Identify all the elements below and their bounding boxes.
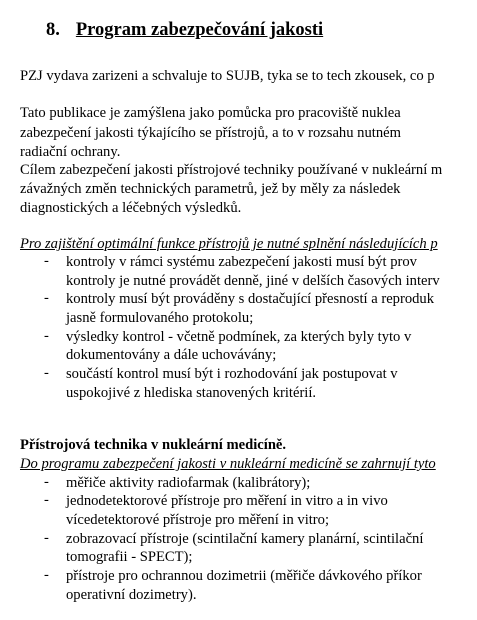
list-item-2-line-1: jednodetektorové přístroje pro měření in vitro a in vivo — [66, 493, 388, 509]
list-item-4-line-1: přístroje pro ochrannou dozimetrii (měřiče dávkového příkor — [66, 568, 422, 584]
paragraph-3-line-2: závažných změn technických parametrů, jež by měly za následek — [20, 181, 401, 197]
list-dash: - — [44, 290, 49, 306]
list-dash: - — [44, 253, 49, 269]
list-dash: - — [44, 365, 49, 381]
list-item-3-line-1: výsledky kontrol - včetně podmínek, za kterých byly tyto v — [66, 329, 412, 345]
list-item-3-line-2: dokumentovány a dále uchovávány; — [66, 347, 277, 363]
list-1-intro: Pro zajištění optimální funkce přístrojů je nutné splnění následujících p — [20, 236, 438, 252]
list-item-2-line-1: kontroly musí být prováděny s dostačující přesností a reproduk — [66, 291, 435, 307]
list-item-1-line-1: kontroly v rámci systému zabezpečení jakosti musí být prov — [66, 254, 417, 270]
list-item-4-line-1: součástí kontrol musí být i rozhodování jak postupovat v — [66, 366, 398, 382]
list-2-intro: Do programu zabezpečení jakosti v nukleární medicíně se zahrnují tyto — [20, 456, 436, 472]
paragraph-2-line-3: radiační ochrany. — [20, 144, 121, 160]
paragraph-3-line-3: diagnostických a léčebných výsledků. — [20, 200, 242, 216]
section-heading — [46, 20, 323, 41]
list-2-heading: Přístrojová technika v nukleární medicíně. — [20, 437, 287, 453]
list-item-4-line-2: operativní dozimetry). — [66, 587, 197, 603]
list-dash: - — [44, 567, 49, 583]
list-dash: - — [44, 474, 49, 490]
paragraph-1: PZJ vydava zarizeni a schvaluje to SUJB, tyka se to tech zkousek, co p — [20, 68, 435, 84]
list-dash: - — [44, 492, 49, 508]
list-item-1-line-2: kontroly je nutné provádět denně, jiné v delších časových interv — [66, 273, 440, 289]
section-number: 8. — [46, 20, 60, 40]
list-item-3-line-1: zobrazovací přístroje (scintilační kamery planární, scintilační — [66, 531, 424, 547]
list-item-2-line-2: vícedetektorové přístroje pro měření in vitro; — [66, 512, 330, 528]
list-item-1-line-1: měřiče aktivity radiofarmak (kalibrátory); — [66, 475, 311, 491]
list-item-2-line-2: jasně formulovaného protokolu; — [66, 310, 254, 326]
section-title: Program zabezpečování jakosti — [75, 20, 324, 40]
list-item-3-line-2: tomografii - SPECT); — [66, 549, 193, 565]
list-dash: - — [44, 530, 49, 546]
paragraph-2-line-2: zabezpečení jakosti týkajícího se přístrojů, a to v rozsahu nutném — [20, 125, 401, 141]
list-dash: - — [44, 328, 49, 344]
paragraph-3-line-1: Cílem zabezpečení jakosti přístrojové techniky používané v nukleární m — [20, 162, 443, 178]
paragraph-2-line-1: Tato publikace je zamýšlena jako pomůcka pro pracoviště nuklea — [20, 105, 401, 121]
list-item-4-line-2: uspokojivé z hlediska stanovených kritérií. — [66, 385, 317, 401]
